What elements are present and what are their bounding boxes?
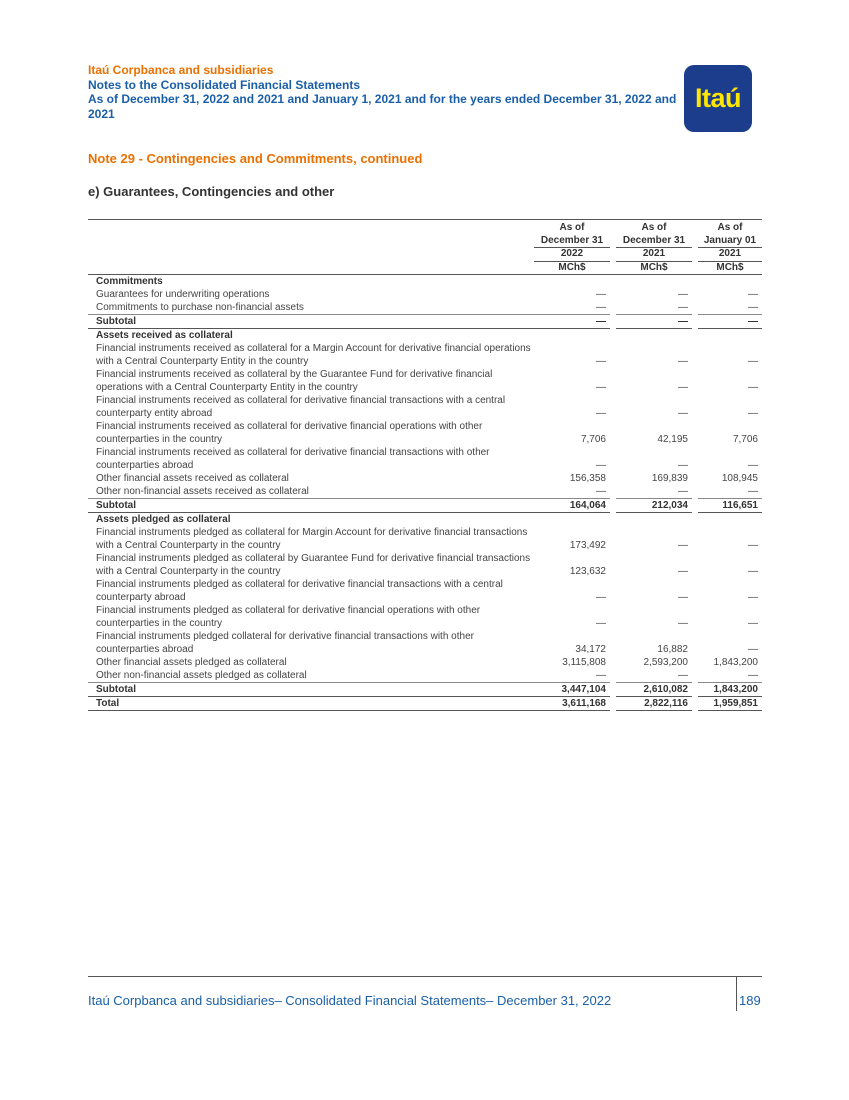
- row-value: —: [698, 315, 762, 329]
- row-label: Financial instruments received as collateral for derivative financial transactions with other counterparties abroad: [96, 447, 490, 471]
- col-header: December 31: [534, 235, 610, 248]
- row-value: —: [596, 382, 606, 393]
- col-header: As of: [641, 222, 667, 233]
- row-value: 173,492: [569, 540, 606, 551]
- row-value: —: [678, 356, 688, 367]
- row-value: —: [534, 669, 610, 683]
- subtotal-row: [88, 683, 762, 697]
- row-label: Financial instruments pledged as collateral for Margin Account for derivative financial transactions with a Central Counterparty in the country: [96, 527, 528, 551]
- itau-logo: [684, 65, 752, 132]
- row-value: —: [748, 592, 758, 603]
- row-value: 2,822,116: [616, 697, 692, 711]
- row-value: 156,358: [569, 473, 606, 484]
- row-value: 116,651: [698, 499, 762, 513]
- footer-text: Itaú Corpbanca and subsidiaries– Consolidated Financial Statements– December 31, 2022: [88, 993, 612, 1008]
- col-header: December 31: [616, 235, 692, 248]
- col-header: As of: [559, 222, 585, 233]
- subtotal-row: [88, 499, 762, 513]
- table-row: [88, 578, 762, 604]
- row-value: —: [698, 669, 762, 683]
- row-value: —: [534, 315, 610, 329]
- row-value: —: [596, 618, 606, 629]
- row-label: Guarantees for underwriting operations: [96, 289, 270, 300]
- row-label: Financial instruments pledged as collateral for derivative financial operations with other counterparties in the country: [96, 605, 481, 629]
- table-row: [88, 472, 762, 485]
- row-value: [698, 275, 762, 289]
- row-value: [698, 513, 762, 527]
- row-value: [534, 275, 610, 289]
- row-value: —: [596, 289, 606, 300]
- header-row-unit: [88, 261, 762, 275]
- company-name: Itaú Corpbanca and subsidiaries: [88, 63, 274, 77]
- row-value: 7,706: [580, 434, 606, 445]
- col-header: January 01: [698, 235, 762, 248]
- row-value: —: [748, 356, 758, 367]
- row-value: 1,843,200: [713, 657, 758, 668]
- table-row: [88, 656, 762, 669]
- table-row: [88, 420, 762, 446]
- row-label: Other financial assets pledged as collateral: [96, 657, 287, 668]
- row-label: Financial instruments pledged as collateral by Guarantee Fund for derivative financial transactions with a Central Counterparty in the country: [96, 553, 531, 577]
- row-value: 212,034: [616, 499, 692, 513]
- footer-divider: [736, 977, 737, 1011]
- col-header-year: 2021: [616, 248, 692, 262]
- document-header: [88, 63, 688, 121]
- guarantees-table: [88, 220, 762, 711]
- row-value: —: [678, 289, 688, 300]
- row-value: 3,447,104: [534, 683, 610, 697]
- table-row: [88, 342, 762, 368]
- row-value: 1,843,200: [698, 683, 762, 697]
- row-label: Commitments: [96, 276, 163, 287]
- row-value: —: [678, 566, 688, 577]
- total-row: [88, 697, 762, 711]
- page-number: 189: [739, 993, 761, 1008]
- row-value: —: [616, 301, 692, 315]
- row-label: Financial instruments received as collateral for derivative financial operations with other counterparties in the country: [96, 421, 483, 445]
- category-row: [88, 275, 762, 289]
- row-value: [616, 329, 692, 343]
- row-value: —: [748, 566, 758, 577]
- row-value: —: [596, 460, 606, 471]
- row-value: —: [616, 315, 692, 329]
- row-value: —: [596, 356, 606, 367]
- row-value: 1,959,851: [698, 697, 762, 711]
- header-row-2: [88, 235, 762, 248]
- row-label: Total: [88, 697, 534, 711]
- row-value: —: [616, 669, 692, 683]
- section-title: e) Guarantees, Contingencies and other: [88, 184, 335, 199]
- category-row: [88, 513, 762, 527]
- row-value: [534, 513, 610, 527]
- row-label: Financial instruments received as collateral for a Margin Account for derivative financial operations with a Central Counterparty Entity in the country: [96, 343, 531, 367]
- note-title: Note 29 - Contingencies and Commitments, continued: [88, 151, 423, 166]
- row-value: —: [678, 540, 688, 551]
- table-row: [88, 604, 762, 630]
- row-value: 164,064: [534, 499, 610, 513]
- row-value: [698, 329, 762, 343]
- row-value: 2,610,082: [616, 683, 692, 697]
- table-row: [88, 485, 762, 499]
- row-value: [534, 329, 610, 343]
- row-label: Subtotal: [88, 683, 534, 697]
- table-row: [88, 552, 762, 578]
- table-row: [88, 288, 762, 301]
- row-label: Financial instruments received as collateral by the Guarantee Fund for derivative financial operations with a Central Counterparty Entity in the country: [96, 369, 493, 393]
- row-label: Financial instruments pledged as collateral for derivative financial transactions with a central counterparty abroad: [96, 579, 503, 603]
- row-value: —: [534, 301, 610, 315]
- row-label: Subtotal: [88, 315, 534, 329]
- row-value: 7,706: [732, 434, 758, 445]
- row-label: Assets pledged as collateral: [96, 514, 231, 525]
- row-value: 16,882: [657, 644, 688, 655]
- row-value: 108,945: [721, 473, 758, 484]
- row-value: —: [596, 592, 606, 603]
- row-value: —: [678, 382, 688, 393]
- row-label: Other financial assets received as collateral: [96, 473, 289, 484]
- table-row: [88, 526, 762, 552]
- row-label: Financial instruments pledged collateral for derivative financial transactions with other counterparties abroad: [96, 631, 474, 655]
- row-value: 42,195: [657, 434, 688, 445]
- row-value: 34,172: [575, 644, 606, 655]
- row-value: 169,839: [651, 473, 688, 484]
- header-row-1: [88, 220, 762, 235]
- row-label: Commitments to purchase non-financial assets: [88, 301, 534, 315]
- col-header-year: 2022: [534, 248, 610, 262]
- table-row: [88, 394, 762, 420]
- footer-rule: [88, 976, 762, 977]
- table-row: [88, 630, 762, 656]
- row-label: Other non-financial assets pledged as collateral: [88, 669, 534, 683]
- row-value: [616, 275, 692, 289]
- document-title: Notes to the Consolidated Financial Statements: [88, 77, 361, 92]
- row-value: 3,611,168: [534, 697, 610, 711]
- row-value: [616, 513, 692, 527]
- row-value: —: [748, 540, 758, 551]
- row-label: Subtotal: [88, 499, 534, 513]
- row-value: —: [748, 618, 758, 629]
- table-row: [88, 368, 762, 394]
- row-value: —: [748, 289, 758, 300]
- row-value: —: [748, 382, 758, 393]
- col-header-unit: MCh$: [698, 261, 762, 275]
- row-value: —: [698, 485, 762, 499]
- table-body: [88, 275, 762, 711]
- row-value: —: [678, 592, 688, 603]
- row-value: —: [748, 460, 758, 471]
- table-row: [88, 301, 762, 315]
- row-label: Assets received as collateral: [96, 330, 233, 341]
- col-header-unit: MCh$: [616, 261, 692, 275]
- row-value: —: [596, 408, 606, 419]
- guarantees-table-container: [88, 219, 762, 711]
- row-value: —: [678, 618, 688, 629]
- table-row: [88, 669, 762, 683]
- row-value: —: [678, 460, 688, 471]
- subtotal-row: [88, 315, 762, 329]
- col-header-year: 2021: [698, 248, 762, 262]
- row-label: Financial instruments received as collateral for derivative financial transactions with a central counterparty entity abroad: [96, 395, 506, 419]
- col-header-unit: MCh$: [534, 261, 610, 275]
- row-label: Other non-financial assets received as collateral: [88, 485, 534, 499]
- header-row-3: [88, 248, 762, 262]
- row-value: 123,632: [569, 566, 606, 577]
- row-value: —: [678, 408, 688, 419]
- row-value: —: [534, 485, 610, 499]
- row-value: 2,593,200: [643, 657, 688, 668]
- col-header: As of: [717, 222, 743, 233]
- row-value: 3,115,808: [562, 657, 606, 668]
- row-value: —: [748, 644, 758, 655]
- category-row: [88, 329, 762, 343]
- row-value: —: [748, 408, 758, 419]
- row-value: —: [698, 301, 762, 315]
- row-value: —: [616, 485, 692, 499]
- logo-text: Itaú: [694, 83, 741, 113]
- reporting-period: As of December 31, 2022 and 2021 and January 1, 2021 and for the years ended December 31, 2022 and 2021: [88, 92, 677, 121]
- table-row: [88, 446, 762, 472]
